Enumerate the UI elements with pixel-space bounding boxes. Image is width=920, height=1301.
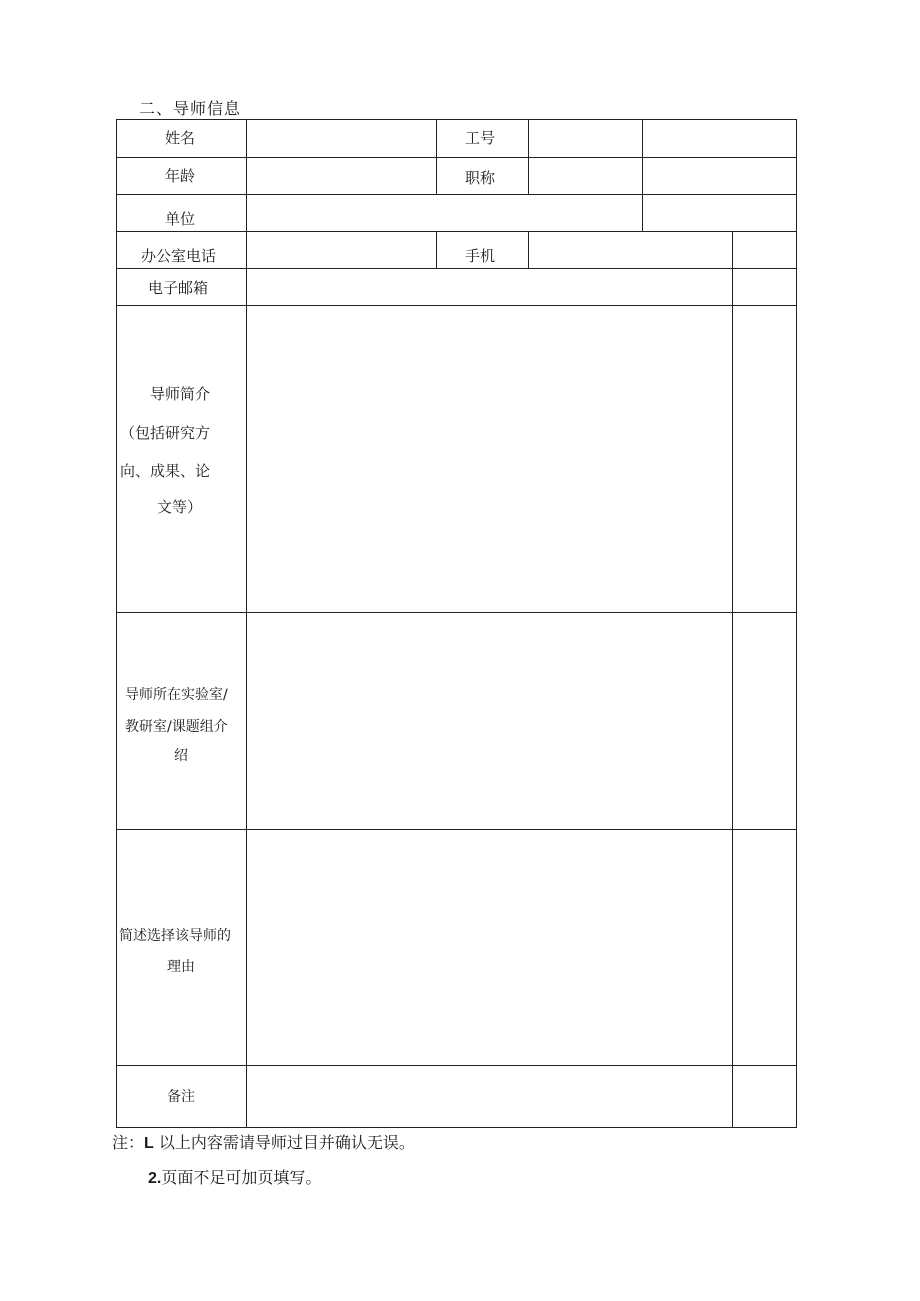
office-phone-label: 办公室电话 [141,247,217,265]
note-prefix: 注： [112,1133,145,1152]
lab-label-line-1: 导师所在实验室/ [125,687,228,703]
table-rule [116,1127,797,1128]
job-title-field[interactable] [529,158,642,194]
name-field[interactable] [247,120,436,157]
intro-label-line-3: 向、成果、论 [120,462,211,480]
staff-number-field[interactable] [529,120,642,157]
name-label: 姓名 [165,129,196,147]
reason-label-line-2: 理由 [167,959,195,975]
table-rule [642,119,643,231]
email-label: 电子邮箱 [148,279,209,297]
note-2-marker: 2. [148,1170,162,1187]
lab-label-line-2: 教研室/课题组介 [125,719,228,735]
table-rule [436,119,437,194]
lab-label-line-3: 绍 [174,748,188,764]
intro-label-line-1: 导师简介 [150,385,211,403]
mobile-label: 手机 [465,247,496,265]
job-title-label: 职称 [465,169,496,187]
section-title: 二、导师信息 [139,99,242,118]
table-rule [116,119,797,120]
note-2-text: 页面不足可加页填写。 [161,1168,322,1187]
note-1-marker: L [144,1135,154,1152]
remarks-label: 备注 [167,1089,195,1105]
table-rule [116,119,117,1128]
table-rule [796,119,797,1128]
intro-label-line-4: 文等） [157,498,203,516]
mobile-field[interactable] [529,232,732,268]
note-line-2 [148,1165,321,1188]
intro-label-line-2: （包括研究方 [120,424,211,442]
table-rule [436,231,437,269]
intro-field[interactable] [247,306,732,612]
unit-label: 单位 [165,210,196,228]
age-field[interactable] [247,158,436,194]
reason-label-line-1: 简述选择该导师的 [119,928,231,944]
unit-field[interactable] [247,195,642,231]
email-field[interactable] [247,269,732,305]
table-rule [116,157,797,158]
note-line-1 [112,1130,415,1153]
staff-number-label: 工号 [465,129,496,147]
remarks-field[interactable] [247,1066,732,1127]
age-label: 年龄 [165,167,196,185]
table-rule [732,231,733,1128]
note-1-text: 以上内容需请导师过目并确认无误。 [153,1133,415,1152]
reason-field[interactable] [247,830,732,1065]
lab-intro-field[interactable] [247,613,732,829]
office-phone-field[interactable] [247,232,436,268]
